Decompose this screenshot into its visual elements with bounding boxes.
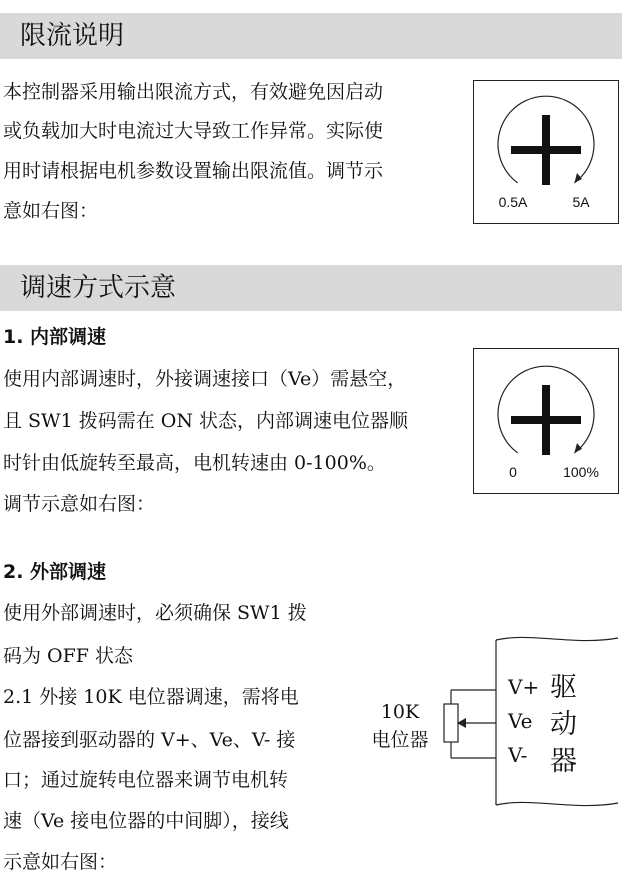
paragraph-line: 码为 OFF 状态 [3, 645, 134, 667]
knob-min-label: 0 [509, 464, 517, 480]
pin-label-ve: Ve [508, 709, 533, 733]
subheading-external: 2. 外部调速 [3, 561, 107, 583]
potentiometer-body [444, 704, 458, 742]
paragraph-line: 使用外部调速时，必须确保 SW1 拨 [3, 602, 307, 624]
driver-label-char: 动 [550, 709, 577, 740]
paragraph-line: 口；通过旋转电位器来调节电机转 [3, 769, 289, 791]
pot-name-label: 电位器 [371, 729, 429, 751]
pot-value-label: 10K [380, 701, 420, 723]
knob-max-label: 5A [572, 194, 590, 210]
knob-slot-horizontal [511, 416, 581, 424]
section-header-speed-control [0, 265, 622, 311]
paragraph-line: 且 SW1 拨码需在 ON 状态，内部调速电位器顺 [3, 410, 408, 432]
pin-label-vplus: V+ [508, 675, 540, 699]
pin-label-vminus: V- [508, 743, 528, 767]
paragraph-line: 或负载加大时电流过大导致工作异常。实际使 [3, 120, 384, 142]
driver-box-top-edge [496, 637, 618, 640]
section-title: 限流说明 [20, 21, 125, 51]
paragraph-line: 时针由低旋转至最高，电机转速由 0-100%。 [3, 452, 386, 474]
driver-label-char: 器 [550, 746, 577, 777]
knob-min-label: 0.5A [498, 194, 528, 210]
knob-slot-horizontal [511, 146, 581, 154]
paragraph-line: 使用内部调速时，外接调速接口（Ve）需悬空， [3, 368, 407, 390]
paragraph-line: 速（Ve 接电位器的中间脚），接线 [3, 810, 289, 832]
knob-max-label: 100% [563, 464, 599, 480]
paragraph-line: 位器接到驱动器的 V+、Ve、V- 接 [3, 729, 296, 751]
subheading-internal: 1. 内部调速 [3, 326, 107, 348]
driver-box-bottom-edge [496, 802, 618, 805]
external-pot-wiring-diagram [360, 630, 622, 810]
paragraph-line: 调节示意如右图： [3, 493, 156, 515]
paragraph-line: 意如右图： [3, 200, 99, 222]
speed-knob-diagram [473, 348, 619, 494]
section-header-current-limit [0, 13, 622, 59]
driver-label-char: 驱 [550, 672, 577, 703]
section-title: 调速方式示意 [20, 273, 177, 303]
paragraph-line: 示意如右图： [3, 851, 118, 873]
current-limit-knob-diagram [473, 80, 619, 224]
paragraph-line: 本控制器采用输出限流方式，有效避免因启动 [3, 81, 384, 103]
paragraph-line: 用时请根据电机参数设置输出限流值。调节示 [3, 160, 384, 182]
paragraph-line: 2.1 外接 10K 电位器调速，需将电 [3, 686, 299, 708]
